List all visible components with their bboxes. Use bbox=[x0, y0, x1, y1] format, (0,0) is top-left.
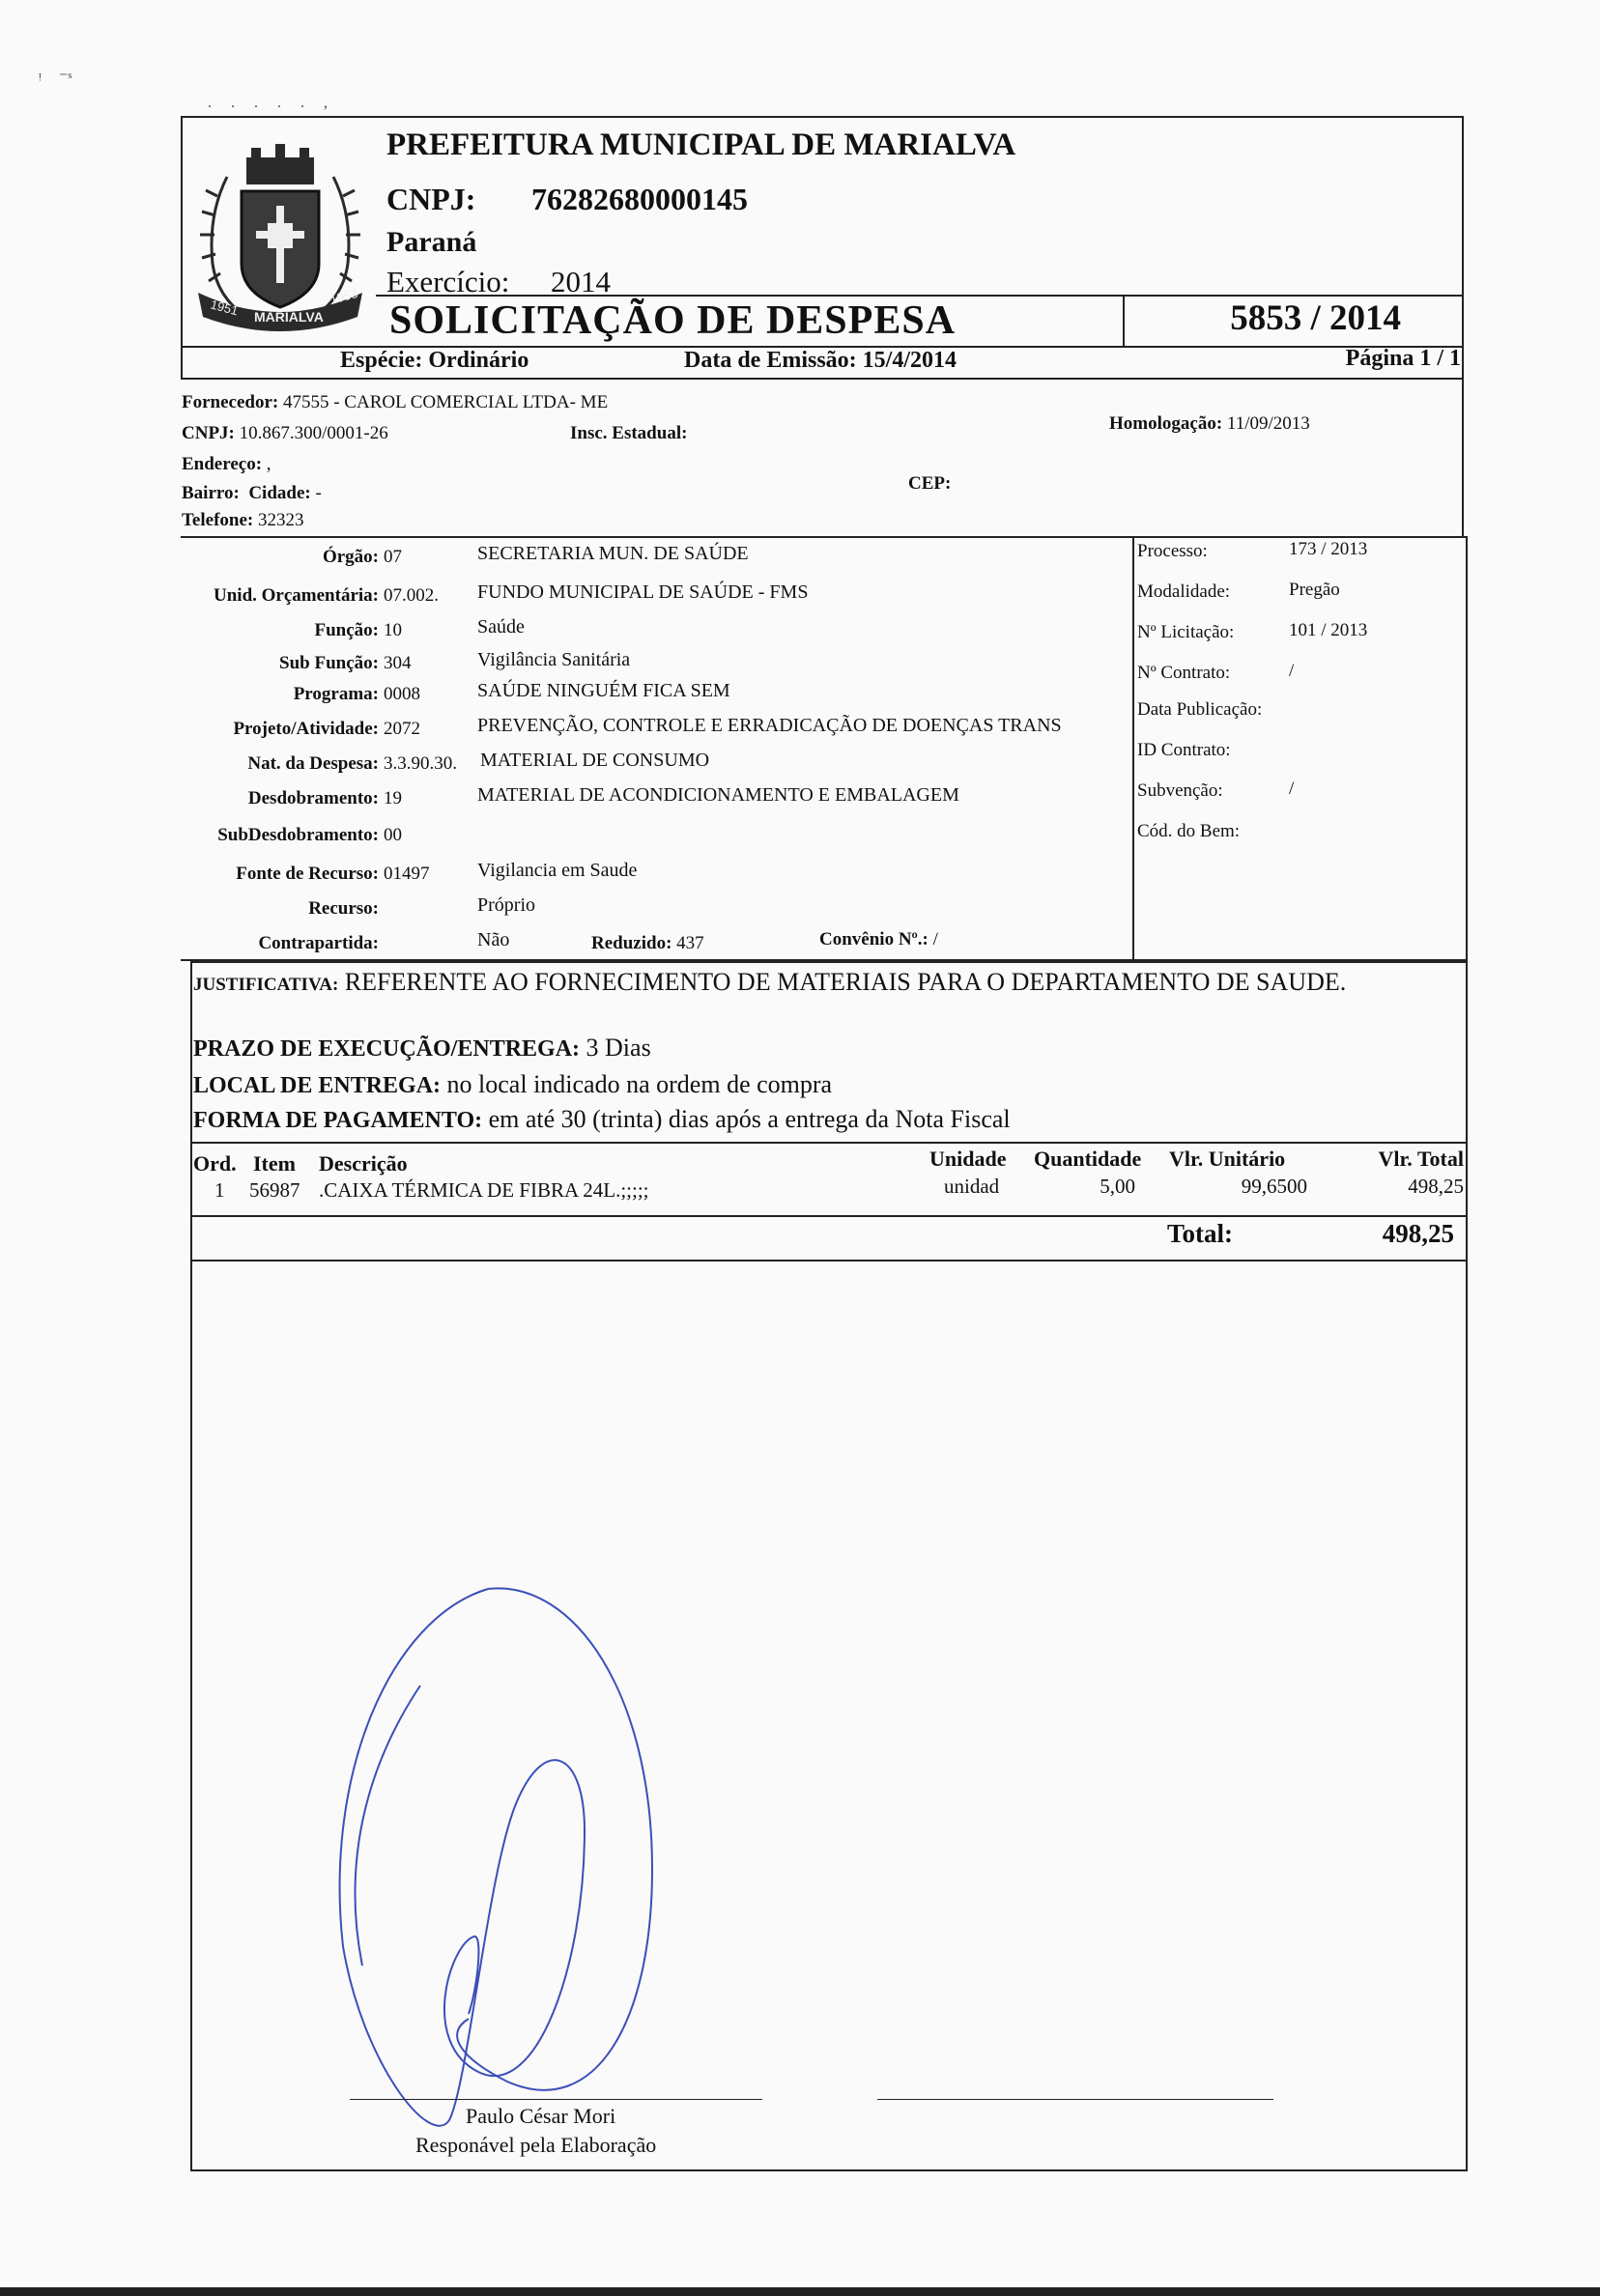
side-label: Cód. do Bem: bbox=[1137, 821, 1241, 841]
prazo-label: PRAZO DE EXECUÇÃO/ENTREGA: bbox=[193, 1036, 581, 1062]
reduzido-label: Reduzido: bbox=[591, 933, 672, 953]
convenio-label: Convênio Nº.: bbox=[819, 929, 929, 950]
crest-year-right: 1953 bbox=[328, 285, 359, 307]
signature-line-right bbox=[877, 2099, 1273, 2100]
side-label: Nº Licitação: bbox=[1137, 622, 1235, 642]
crest-year-left: 1951 bbox=[209, 297, 241, 319]
dotacao-description: Vigilancia em Saude bbox=[477, 860, 638, 881]
side-value: / bbox=[1289, 661, 1295, 681]
local-label: LOCAL DE ENTREGA: bbox=[193, 1073, 442, 1098]
side-label: Processo: bbox=[1137, 541, 1208, 561]
side-value: 173 / 2013 bbox=[1289, 539, 1368, 559]
pagamento-label: FORMA DE PAGAMENTO: bbox=[193, 1108, 483, 1133]
reduzido-value: 437 bbox=[676, 933, 704, 953]
table-row-unidade: unidad bbox=[944, 1175, 1000, 1198]
pagina: Página 1 / 1 bbox=[1345, 346, 1461, 371]
dotacao-code: 07 bbox=[384, 547, 402, 567]
fornecedor-line bbox=[182, 392, 608, 413]
header-divider bbox=[376, 295, 1464, 297]
dotacao-code: 10 bbox=[384, 620, 402, 640]
dotacao-code: 00 bbox=[384, 825, 402, 845]
prazo-value: 3 Dias bbox=[586, 1034, 651, 1062]
reduzido bbox=[591, 933, 704, 954]
dotacao-description: Saúde bbox=[477, 616, 525, 638]
municipal-crest-icon bbox=[188, 138, 372, 341]
homologacao bbox=[1109, 413, 1310, 435]
convenio bbox=[819, 929, 938, 950]
dotacao-description: MATERIAL DE ACONDICIONAMENTO E EMBALAGEM bbox=[477, 784, 959, 806]
col-ord: Ord. bbox=[193, 1151, 237, 1176]
side-label: Modalidade: bbox=[1137, 581, 1231, 602]
col-descricao: Descrição bbox=[319, 1151, 408, 1176]
title-separator bbox=[1123, 295, 1125, 346]
dotacao-description: FUNDO MUNICIPAL DE SAÚDE - FMS bbox=[477, 581, 809, 603]
org-name: PREFEITURA MUNICIPAL DE MARIALVA bbox=[386, 128, 1016, 162]
telefone bbox=[182, 510, 303, 531]
cnpj-value: 76282680000145 bbox=[531, 182, 748, 216]
dotacao-label: SubDesdobramento: bbox=[217, 825, 379, 845]
dotacao-label: Desdobramento: bbox=[247, 788, 379, 808]
convenio-value: / bbox=[932, 929, 938, 950]
dotacao-description: Vigilância Sanitária bbox=[477, 649, 631, 670]
side-separator bbox=[1132, 536, 1134, 961]
side-value: 101 / 2013 bbox=[1289, 620, 1368, 640]
homologacao-value: 11/09/2013 bbox=[1226, 413, 1310, 434]
local-entrega bbox=[193, 1070, 832, 1099]
dotacao-description: Não bbox=[477, 929, 510, 950]
endereco bbox=[182, 454, 271, 475]
scan-bottom-edge bbox=[0, 2287, 1600, 2296]
dotacao-code: 19 bbox=[384, 788, 402, 808]
dotacao-description: PREVENÇÃO, CONTROLE E ERRADICAÇÃO DE DOENÇAS TRANS bbox=[477, 715, 1062, 736]
dotacao-label: Recurso: bbox=[308, 898, 379, 919]
col-unidade: Unidade bbox=[929, 1147, 1007, 1171]
table-row-quantidade: 5,00 bbox=[1100, 1175, 1135, 1198]
exercicio-value: 2014 bbox=[551, 265, 611, 298]
insc-estadual-label: Insc. Estadual: bbox=[570, 423, 688, 443]
endereco-label: Endereço: bbox=[182, 454, 263, 474]
dotacao-description: SAÚDE NINGUÉM FICA SEM bbox=[477, 680, 730, 701]
dotacao-label: Função: bbox=[314, 620, 379, 640]
items-bottom-line bbox=[190, 1215, 1468, 1217]
col-quantidade: Quantidade bbox=[1034, 1147, 1142, 1171]
endereco-value: , bbox=[266, 454, 271, 474]
items-top-line bbox=[190, 1142, 1468, 1144]
data-emissao: Data de Emissão: 15/4/2014 bbox=[684, 348, 957, 373]
bairro-label: Bairro: bbox=[182, 483, 240, 503]
table-row-total: 498,25 bbox=[1408, 1175, 1464, 1198]
prazo bbox=[193, 1034, 651, 1063]
dotacao-description: MATERIAL DE CONSUMO bbox=[480, 750, 710, 771]
table-row-unitario: 99,6500 bbox=[1241, 1175, 1307, 1198]
fornecedor-cnpj bbox=[182, 423, 388, 444]
cnpj-label: CNPJ: bbox=[386, 182, 476, 216]
cidade-label: Cidade: bbox=[248, 483, 311, 503]
document-number: 5853 / 2014 bbox=[1230, 298, 1401, 338]
dotacao-code: 0008 bbox=[384, 684, 420, 704]
side-value: / bbox=[1289, 779, 1295, 799]
signature-scribble bbox=[304, 1579, 671, 2149]
bairro-cidade bbox=[182, 483, 322, 504]
side-label: Nº Contrato: bbox=[1137, 663, 1231, 683]
forma-pagamento bbox=[193, 1105, 1011, 1134]
side-label: Subvenção: bbox=[1137, 780, 1223, 801]
dotacao-label: Unid. Orçamentária: bbox=[214, 585, 379, 606]
dotacao-label: Programa: bbox=[293, 684, 379, 704]
telefone-value: 32323 bbox=[257, 510, 304, 530]
pagamento-value: em até 30 (trinta) dias após a entrega da Nota Fiscal bbox=[488, 1105, 1011, 1133]
dotacao-code: 304 bbox=[384, 653, 412, 673]
dotacao-code: 2072 bbox=[384, 719, 420, 739]
side-label: Data Publicação: bbox=[1137, 699, 1263, 720]
col-item: Item bbox=[253, 1151, 296, 1176]
total-value: 498,25 bbox=[1382, 1219, 1454, 1248]
signer-role: Responável pela Elaboração bbox=[415, 2133, 657, 2157]
dotacao-description: Próprio bbox=[477, 894, 535, 916]
signer-name: Paulo César Mori bbox=[466, 2104, 616, 2128]
dotacao-code: 07.002. bbox=[384, 585, 439, 606]
document-title: SOLICITAÇÃO DE DESPESA bbox=[389, 298, 957, 343]
dotacao-label: Projeto/Atividade: bbox=[233, 719, 379, 739]
justificativa-label: JUSTIFICATIVA: bbox=[193, 975, 339, 995]
side-label: ID Contrato: bbox=[1137, 740, 1231, 760]
telefone-label: Telefone: bbox=[182, 510, 254, 530]
table-row-descricao: .CAIXA TÉRMICA DE FIBRA 24L.;;;;; bbox=[319, 1178, 649, 1202]
crest-name: MARIALVA bbox=[254, 309, 324, 325]
table-row-ord: 1 bbox=[214, 1178, 225, 1202]
local-value: no local indicado na ordem de compra bbox=[446, 1070, 833, 1098]
fornecedor-label: Fornecedor: bbox=[182, 392, 279, 412]
dotacao-code: 3.3.90.30. bbox=[384, 753, 457, 774]
exercicio-label: Exercício: bbox=[386, 265, 510, 298]
dotacao-code: 01497 bbox=[384, 864, 430, 884]
dotacao-label: Contrapartida: bbox=[258, 933, 379, 953]
especie: Espécie: Ordinário bbox=[340, 348, 529, 373]
state-name: Paraná bbox=[386, 226, 477, 258]
dotacao-label: Órgão: bbox=[322, 547, 379, 567]
total-label: Total: bbox=[1167, 1219, 1234, 1248]
fornecedor-value: 47555 - CAROL COMERCIAL LTDA- ME bbox=[282, 392, 609, 412]
dotacao-description: SECRETARIA MUN. DE SAÚDE bbox=[477, 543, 749, 564]
cep-label: CEP: bbox=[908, 473, 952, 494]
col-total: Vlr. Total bbox=[1378, 1147, 1464, 1171]
justificativa bbox=[193, 968, 1459, 997]
col-unitario: Vlr. Unitário bbox=[1169, 1147, 1286, 1171]
signature-line-left bbox=[350, 2099, 762, 2100]
homologacao-label: Homologação: bbox=[1109, 413, 1223, 434]
table-row-item: 56987 bbox=[249, 1178, 300, 1202]
fornecedor-cnpj-label: CNPJ: bbox=[182, 423, 235, 443]
dotacao-label: Nat. da Despesa: bbox=[247, 753, 379, 774]
total-bottom-line bbox=[190, 1260, 1468, 1261]
dotacao-label: Sub Função: bbox=[279, 653, 379, 673]
side-value: Pregão bbox=[1289, 580, 1340, 600]
scan-dots: . . . . . , bbox=[208, 95, 335, 111]
justificativa-value: REFERENTE AO FORNECIMENTO DE MATERIAIS PARA O DEPARTAMENTO DE SAUDE. bbox=[344, 968, 1347, 996]
cidade-value: - bbox=[315, 483, 322, 503]
fornecedor-cnpj-value: 10.867.300/0001-26 bbox=[239, 423, 388, 443]
dotacao-label: Fonte de Recurso: bbox=[236, 864, 379, 884]
scan-mark: ᵎ ⁻ˢ bbox=[39, 68, 72, 87]
